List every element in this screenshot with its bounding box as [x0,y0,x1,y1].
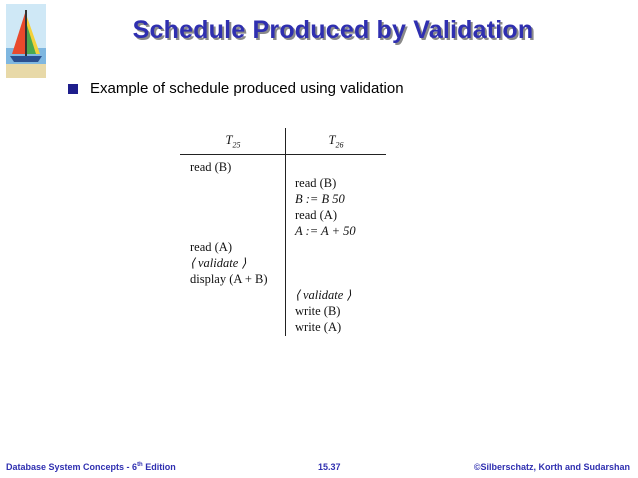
column-divider [285,128,286,336]
schedule-step: B := B 50 [295,192,345,206]
schedule-step: read (A) [295,208,337,222]
schedule-table [180,128,386,340]
footer-book-title [6,462,176,472]
column-header-t26 [286,128,386,153]
schedule-step: ⟨ validate ⟩ [295,288,352,302]
schedule-step: ⟨ validate ⟩ [190,256,247,270]
footer-book-title-prefix: Database System Concepts - 6 [6,462,138,472]
bullet-item [68,80,404,97]
header-t26-sub: 26 [335,140,344,150]
schedule-step: write (B) [295,304,341,318]
header-t25-base: T [225,133,233,147]
column-header-t25 [180,128,286,153]
schedule-step: display (A + B) [190,272,268,286]
header-t26-base: T [328,133,336,147]
header-divider [180,154,386,155]
footer-book-title-suffix: Edition [142,462,176,472]
footer-copyright: ©Silberschatz, Korth and Sudarshan [473,462,630,472]
slide-title: Schedule Produced by Validation [132,16,534,44]
header-t25-sub: 25 [232,140,241,150]
footer-page-number: 15.37 [318,462,341,472]
square-bullet-icon [68,84,78,94]
footer-book-title-sup: th [137,462,143,468]
schedule-step: read (B) [295,176,337,190]
schedule-step: A := A + 50 [295,224,356,238]
schedule-step: read (A) [190,240,232,254]
schedule-step: read (B) [190,160,232,174]
schedule-step: write (A) [295,320,342,334]
bullet-text: Example of schedule produced using validation [90,80,404,97]
